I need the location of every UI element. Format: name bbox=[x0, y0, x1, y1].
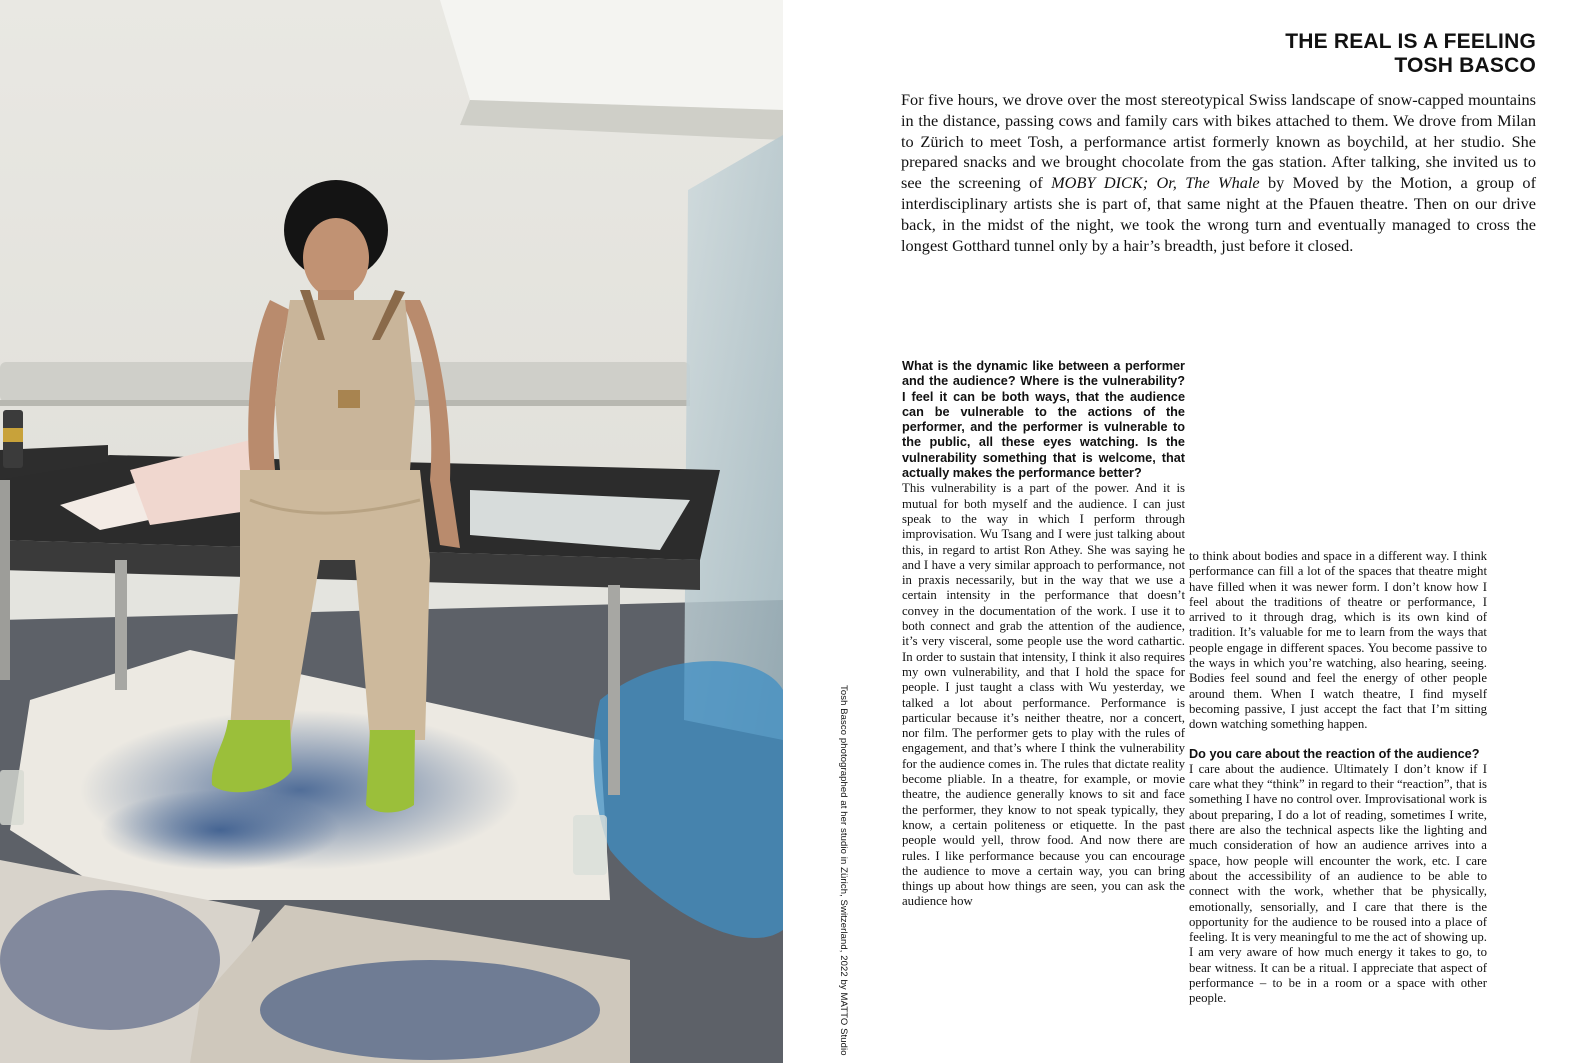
intro-italic-title: MOBY DICK; Or, The Whale bbox=[1051, 173, 1260, 193]
photo-illustration bbox=[0, 0, 783, 1063]
intro-text-continued: by Moved by the Motion, a group of interdisciplinary artists she is part of, that same night at the Pfauen theatre. Then on our drive back, in the midst of the night, we took the wrong turn and eventually managed to cross the longest Gotthard tunnel only by a hair’s breadth, just before it closed. bbox=[901, 173, 1536, 255]
interview-column-right bbox=[1189, 549, 1487, 1007]
interview-question: Do you care about the reaction of the audience? bbox=[1189, 746, 1480, 761]
studio-photo bbox=[0, 0, 783, 1063]
interview-answer: I care about the audience. Ultimately I don’t know if I care what they “think” in regard to their “reaction”, that is something I have no control over. Improvisational work is about preparing, I do a lot of reading, sometimes I write, there are also the technical aspects like the lighting and much consideration of how an audience arrives into a space, how people will encounter the work, etc. I care about the accessibility of an audience to be able to connect with the work, whether that be physically, emotionally, sensorially, and I care that there is the opportunity for the audience to be roused into a place of feeling. It is very meaningful to me the act of showing up. I am very aware of how much energy it takes to go, to bear witness. It can be a ritual. I appreciate that aspect of performance – to be in a room or a space with other people. bbox=[1189, 761, 1487, 1006]
intro-paragraph bbox=[901, 90, 1536, 256]
article-title bbox=[1285, 30, 1536, 78]
intro-text: For five hours, we drove over the most stereotypical Swiss landscape of snow-capped mountains in the distance, passing cows and family cars with bikes attached to them. We drove from Milan to Zürich to meet Tosh, a performance artist formerly known as boychild, at her studio. She prepared snacks and we brought chocolate from the gas station. After talking, she invited us to see the screening of bbox=[901, 90, 1536, 193]
photo-caption: Tosh Basco photographed at her studio in Zürich, Switzerland, 2022 by MATTO Studio bbox=[838, 685, 849, 1056]
interview-answer-continued: to think about bodies and space in a different way. I think performance can fill a lot of the spaces that theatre might have filled when it was newer form. I don’t know how I feel about the traditions of theatre or performance, I arrived to it through drag, which is its own kind of tradition. It’s valuable for me to learn from the ways that people engage in different spaces. You become passive to the ways in which you’re watching, also hearing, seeing. Bodies feel sound and feel the energy of other people around them. When I watch theatre, I find myself becoming passive, I just accept the fact that I’m sitting down watching something happen. bbox=[1189, 549, 1487, 732]
interview-column-left bbox=[902, 359, 1185, 910]
title-line: THE REAL IS A FEELING bbox=[1285, 30, 1536, 53]
interview-answer: This vulnerability is a part of the power. And it is mutual for both myself and the audience. I can just speak to the way in which I perform through improvisation. Wu Tsang and I were just talking about this, in regard to artist Ron Athey. She was saying he and I have a very similar approach to performance, not in praxis necessarily, but in the way that we use a certain intensity in the performance that doesn’t convey in the documentation of the work. I use it to both connect and grab the attention of the audience, it’s very visceral, some people use the word cathartic. In order to sustain that intensity, I think it also requires my own vulnerability, and that I hold the space for people. I just taught a class with Wu yesterday, we talked a lot about performance. Performance is particular because it’s neither theatre, nor a concert, nor film. The performer gets to play with the rules of engagement, and that’s where I think the vulnerability for the audience comes in. The rules that dictate reality become pliable. In a theatre, for example, or movie theatre, the audience generally knows to sit and face the performer, they know to not speak typically, they know, a certain politeness or etiquette. In the past people would yell, throw food. And now there are rules. I like performance because you can encourage the audience to move a certain way, you can bring things up about how things are seen, you can ask the audience how bbox=[902, 481, 1185, 909]
interview-question: What is the dynamic like between a performer and the audience? Where is the vulnerability? I feel it can be both ways, that the audience can be vulnerable to the actions of the performer, and the performer is vulnerable to the public, all these eyes watching. Is the vulnerability something that is welcome, that actually makes the performance better? bbox=[902, 359, 1185, 481]
subject-name: TOSH BASCO bbox=[1394, 54, 1536, 77]
